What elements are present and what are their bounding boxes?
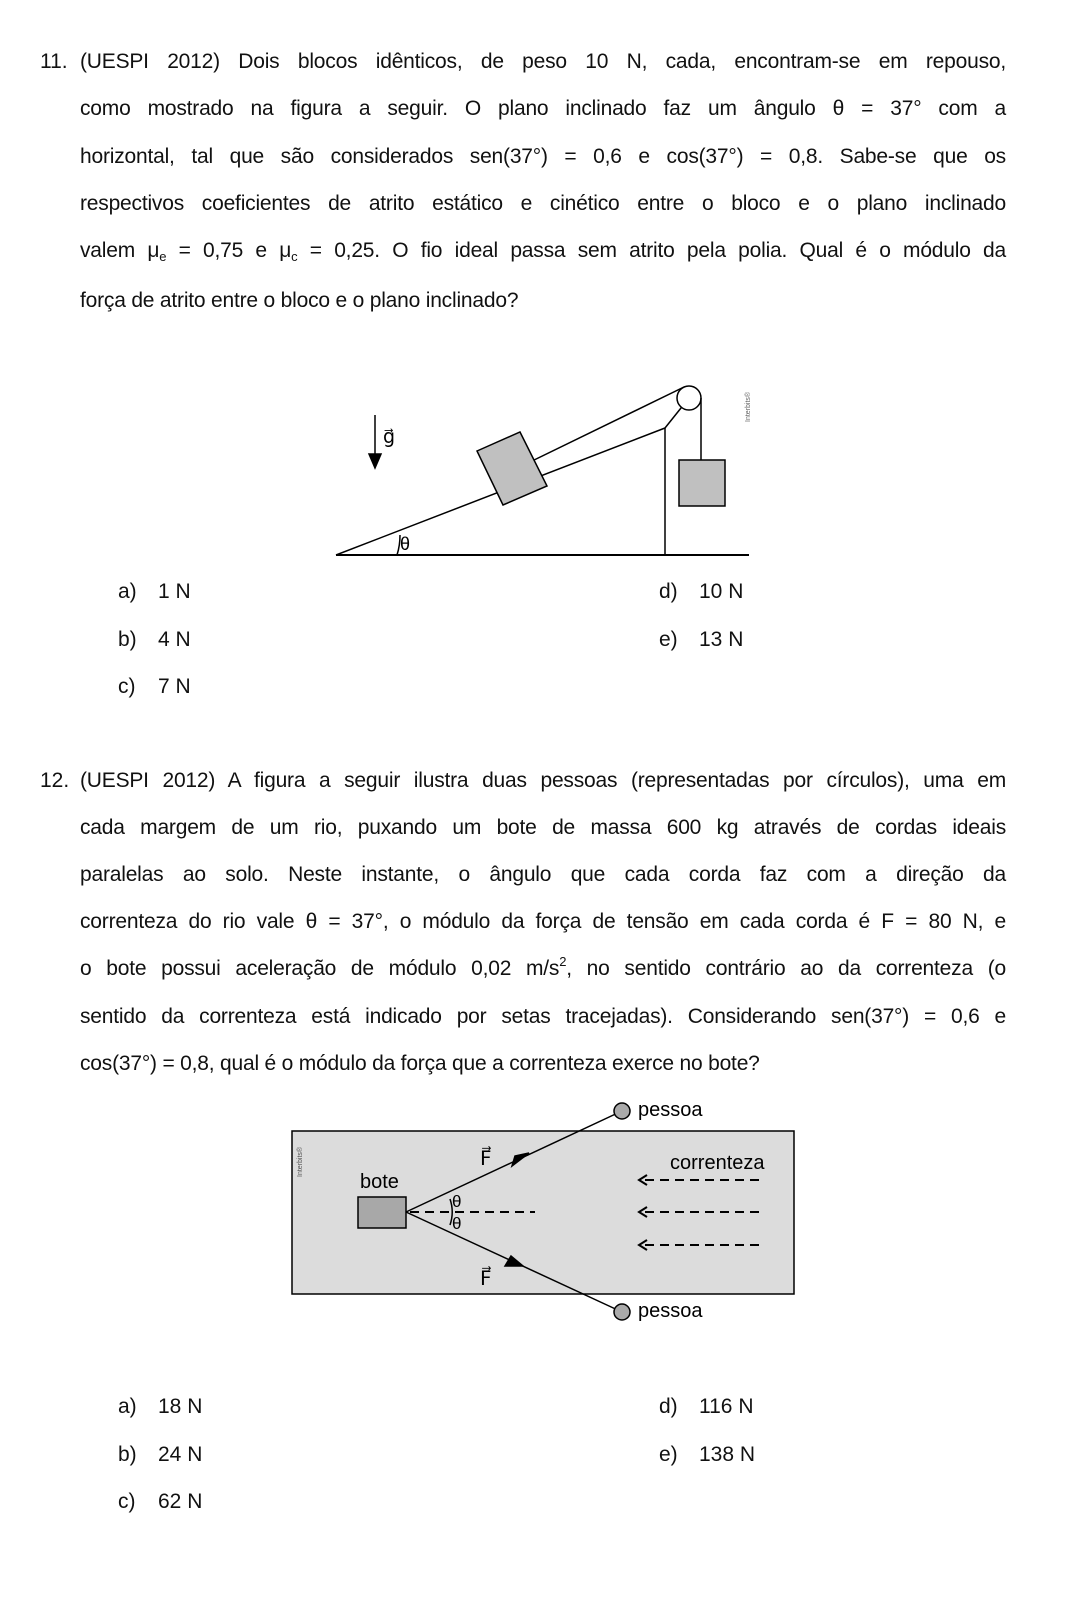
option-letter: a) xyxy=(118,1395,137,1418)
theta-label-bottom: θ xyxy=(452,1214,462,1233)
q11-text-line: horizontal, tal que são considerados sen(37°) = 0,6 e cos(37°) = 0,8. Sabe-se que os xyxy=(80,145,1006,168)
boat-label: bote xyxy=(360,1171,399,1193)
q12-option-a[interactable] xyxy=(118,1395,202,1419)
option-letter: e) xyxy=(659,1443,678,1466)
option-value: 7 N xyxy=(158,675,191,698)
q11-text-line: respectivos coeficientes de atrito estático e cinético entre o bloco e o plano inclinado xyxy=(80,192,1006,215)
option-value: 24 N xyxy=(158,1443,203,1466)
q11-option-e[interactable] xyxy=(659,628,743,652)
q11-text: = 0,25. O fio ideal passa sem atrito pela polia. Qual é o módulo da xyxy=(297,239,1006,262)
force-label-top: F⃗ xyxy=(480,1148,492,1170)
hanging-block xyxy=(679,460,725,506)
person-bottom xyxy=(614,1304,630,1320)
q11-option-d[interactable] xyxy=(659,580,743,604)
q12-text-line: paralelas ao solo. Neste instante, o ângulo que cada corda faz com a direção da xyxy=(80,863,1006,886)
q11-option-a[interactable] xyxy=(118,580,191,604)
q12-text-line xyxy=(80,954,1006,981)
q12-number: 12. xyxy=(40,769,70,792)
watermark: Interbits® xyxy=(745,391,752,422)
q12-text-line: correnteza do rio vale θ = 37°, o módulo da força de tensão em cada corda é F = 80 N, e xyxy=(80,910,1006,933)
q11-option-b[interactable] xyxy=(118,628,191,652)
person-top xyxy=(614,1103,630,1119)
q12-text-line: sentido da correnteza está indicado por setas tracejadas). Considerando sen(37°) = 0,6 e xyxy=(80,1005,1006,1028)
option-letter: e) xyxy=(659,628,678,651)
q12-text: , no sentido contrário ao da correnteza (o xyxy=(566,957,1006,980)
option-value: 4 N xyxy=(158,628,191,651)
q12-text-line: cos(37°) = 0,8, qual é o módulo da força que a correnteza exerce no bote? xyxy=(80,1052,760,1075)
gravity-arrowhead-icon xyxy=(369,454,381,468)
option-value: 18 N xyxy=(158,1395,203,1418)
subscript: e xyxy=(159,249,167,264)
watermark: Interbits® xyxy=(297,1146,304,1177)
option-letter: d) xyxy=(659,1395,678,1418)
q11-text: = 0,75 e μ xyxy=(166,239,292,262)
theta-label-top: θ xyxy=(452,1192,462,1211)
q12-option-d[interactable] xyxy=(659,1395,753,1419)
q12-text-line: cada margem de um rio, puxando um bote de massa 600 kg através de cordas ideais xyxy=(80,816,1006,839)
q11-text-line: como mostrado na figura a seguir. O plano inclinado faz um ângulo θ = 37° com a xyxy=(80,97,1006,120)
option-letter: c) xyxy=(118,1490,136,1513)
current-label: correnteza xyxy=(670,1152,765,1174)
theta-label: θ xyxy=(400,534,411,554)
q12-text: o bote possui aceleração de módulo 0,02 m/s xyxy=(80,957,560,980)
q11-number: 11. xyxy=(40,50,68,73)
q11-text-line: força de atrito entre o bloco e o plano inclinado? xyxy=(80,289,519,312)
incline-figure xyxy=(336,386,749,555)
person-bottom-label: pessoa xyxy=(638,1300,703,1322)
option-value: 1 N xyxy=(158,580,191,603)
q11-text: valem μ xyxy=(80,239,160,262)
pulley xyxy=(677,386,701,410)
g-label: g⃗ xyxy=(383,427,396,448)
boat xyxy=(358,1197,406,1228)
option-value: 13 N xyxy=(699,628,744,651)
river-figure xyxy=(292,1103,794,1320)
q12-option-e[interactable] xyxy=(659,1443,755,1467)
option-letter: b) xyxy=(118,628,137,651)
option-letter: c) xyxy=(118,675,136,698)
option-letter: a) xyxy=(118,580,137,603)
option-letter: d) xyxy=(659,580,678,603)
option-letter: b) xyxy=(118,1443,137,1466)
superscript: 2 xyxy=(559,954,567,969)
q12-option-c[interactable] xyxy=(118,1490,202,1514)
q12-text-line: (UESPI 2012) A figura a seguir ilustra duas pessoas (representadas por círculos), uma em xyxy=(80,769,1006,792)
person-top-label: pessoa xyxy=(638,1099,703,1121)
force-label-bottom: F⃗ xyxy=(480,1268,492,1290)
q12-option-b[interactable] xyxy=(118,1443,202,1467)
block-on-incline xyxy=(477,432,547,505)
q11-text-line: (UESPI 2012) Dois blocos idênticos, de peso 10 N, cada, encontram-se em repouso, xyxy=(80,50,1006,73)
option-value: 10 N xyxy=(699,580,744,603)
option-value: 116 N xyxy=(699,1395,754,1418)
option-value: 62 N xyxy=(158,1490,203,1513)
option-value: 138 N xyxy=(699,1443,756,1466)
subscript: c xyxy=(291,249,298,264)
q11-option-c[interactable] xyxy=(118,675,191,699)
